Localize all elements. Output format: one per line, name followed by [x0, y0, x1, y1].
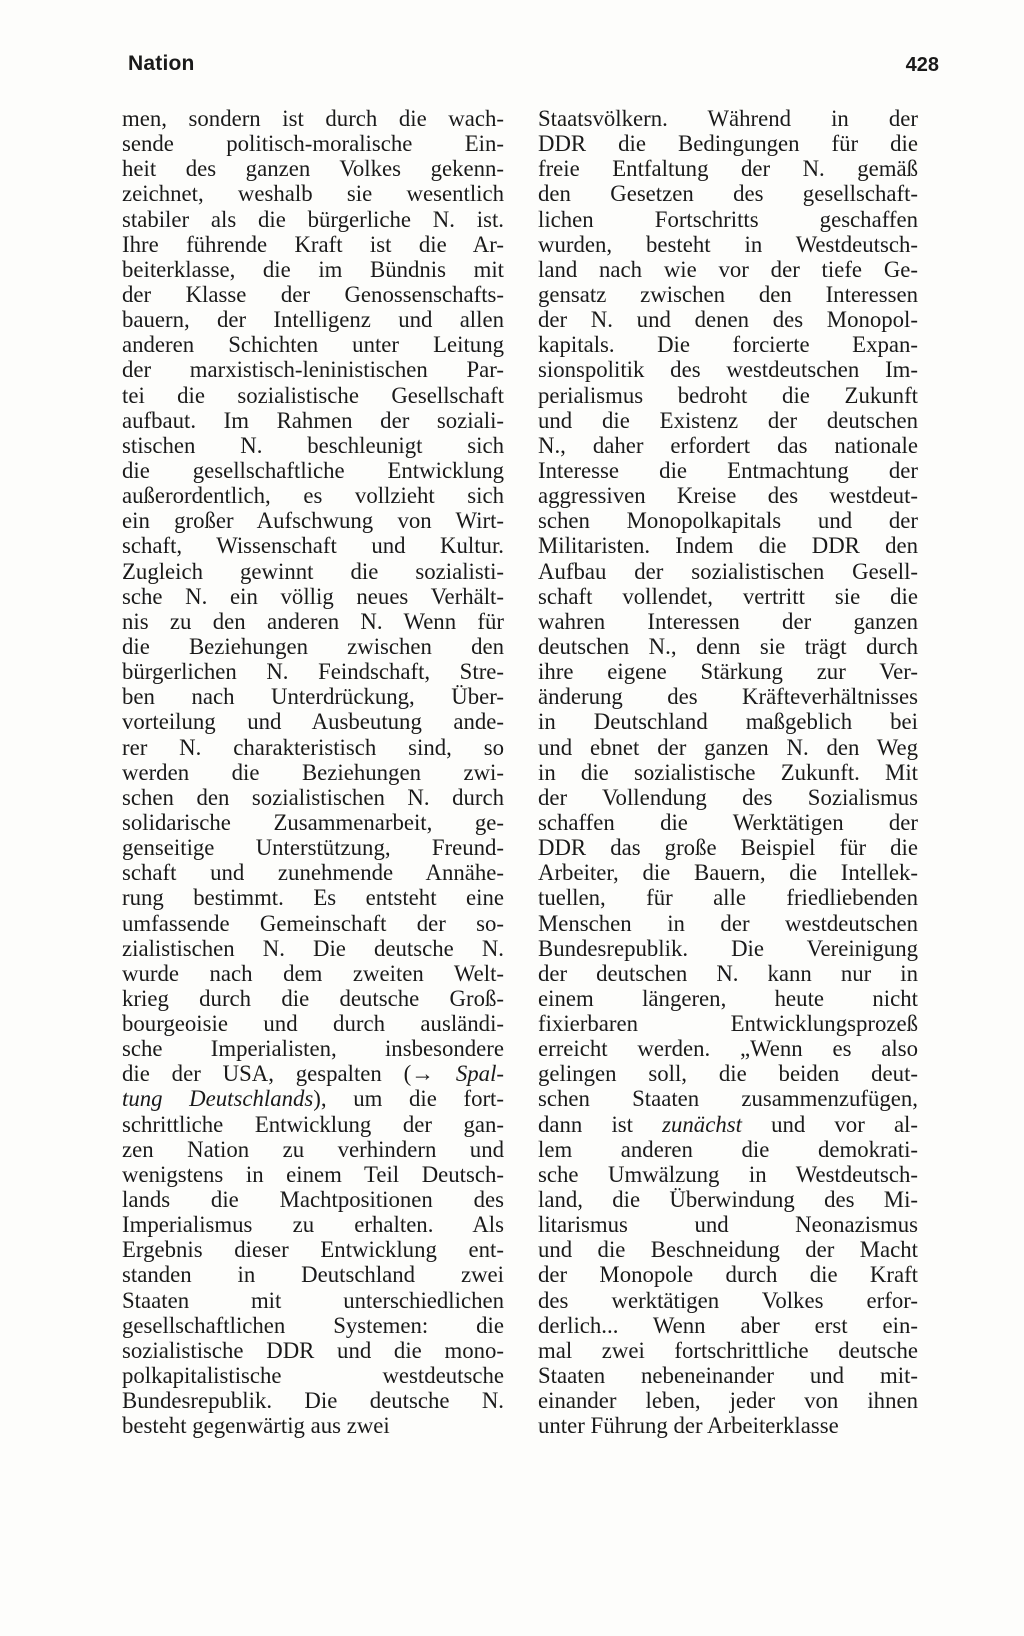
text-line: aggressiven Kreise des westdeut-	[538, 483, 918, 509]
text-line: schen Staaten zusammenzufügen,	[538, 1086, 918, 1112]
text-line: Aufbau der sozialistischen Gesell-	[538, 558, 918, 584]
text-line: N., daher erfordert das nationale	[538, 432, 918, 458]
text-line: sozialistische DDR und die mono-	[122, 1337, 504, 1363]
text-line: der marxistisch-leninistischen Par-	[122, 357, 504, 383]
right-text-column	[538, 106, 918, 1438]
text-line: ihre eigene Stärkung zur Ver-	[538, 659, 918, 685]
text-line: polkapitalistische westdeutsche	[122, 1363, 504, 1389]
text-line: einander leben, jeder von ihnen	[538, 1388, 918, 1414]
text-line: schen Monopolkapitals und der	[538, 508, 918, 534]
text-line: freie Entfaltung der N. gemäß	[538, 156, 918, 182]
text-line: nis zu den anderen N. Wenn für	[122, 608, 504, 634]
text-line: rer N. charakteristisch sind, so	[122, 734, 504, 760]
text-line: ben nach Unterdrückung, Über-	[122, 684, 504, 710]
text-line: dann ist zunächst und vor al-	[538, 1111, 918, 1137]
text-line: sende politisch-moralische Ein-	[122, 131, 504, 157]
text-line: bürgerlichen N. Feindschaft, Stre-	[122, 659, 504, 685]
text-line: tung Deutschlands), um die fort-	[122, 1086, 504, 1112]
text-line: men, sondern ist durch die wach-	[122, 106, 504, 131]
text-line: Interesse die Entmachtung der	[538, 457, 918, 483]
text-line: der Monopole durch die Kraft	[538, 1262, 918, 1288]
text-line: in Deutschland maßgeblich bei	[538, 709, 918, 735]
text-line: wenigstens in einem Teil Deutsch-	[122, 1161, 504, 1187]
text-line: genseitige Unterstützung, Freund-	[122, 835, 504, 861]
text-line: standen in Deutschland zwei	[122, 1262, 504, 1288]
text-line: schrittliche Entwicklung der gan-	[122, 1111, 504, 1137]
text-line: Imperialismus zu erhalten. Als	[122, 1212, 504, 1238]
text-line: bauern, der Intelligenz und allen	[122, 307, 504, 333]
text-line: solidarische Zusammenarbeit, ge-	[122, 809, 504, 835]
text-line: gelingen soll, die beiden deut-	[538, 1061, 918, 1087]
text-line: und die Existenz der deutschen	[538, 407, 918, 433]
text-line: sionspolitik des westdeutschen Im-	[538, 357, 918, 383]
text-line: mal zwei fortschrittliche deutsche	[538, 1337, 918, 1363]
text-line: litarismus und Neonazismus	[538, 1212, 918, 1238]
page-number: 428	[905, 54, 939, 76]
text-line: rung bestimmt. Es entsteht eine	[122, 885, 504, 911]
text-line: wurde nach dem zweiten Welt-	[122, 960, 504, 986]
text-line: unter Führung der Arbeiterklasse	[538, 1413, 839, 1439]
text-line: stischen N. beschleunigt sich	[122, 432, 504, 458]
text-line: erreicht werden. „Wenn es also	[538, 1036, 918, 1062]
text-line: Zugleich gewinnt die sozialisti-	[122, 558, 504, 584]
text-line: und ebnet der ganzen N. den Weg	[538, 734, 918, 760]
text-line: Bundesrepublik. Die Vereinigung	[538, 935, 918, 961]
text-line: sche Umwälzung in Westdeutsch-	[538, 1161, 918, 1187]
text-line: besteht gegenwärtig aus zwei	[122, 1413, 390, 1439]
text-line: derlich... Wenn aber erst ein-	[538, 1312, 918, 1338]
running-head: Nation	[128, 52, 195, 75]
text-line: lands die Machtpositionen des	[122, 1187, 504, 1213]
text-line: außerordentlich, es vollzieht sich	[122, 483, 504, 509]
text-line: heit des ganzen Volkes gekenn-	[122, 156, 504, 182]
text-line: schaffen die Werktätigen der	[538, 809, 918, 835]
text-line: wurden, besteht in Westdeutsch-	[538, 231, 918, 257]
text-line: lem anderen die demokrati-	[538, 1136, 918, 1162]
text-line: gesellschaftlichen Systemen: die	[122, 1312, 504, 1338]
text-line: krieg durch die deutsche Groß-	[122, 985, 504, 1011]
text-line: den Gesetzen des gesellschaft-	[538, 181, 918, 207]
text-line: einem längeren, heute nicht	[538, 985, 918, 1011]
text-line: kapitals. Die forcierte Expan-	[538, 332, 918, 358]
text-line: bourgeoisie und durch ausländi-	[122, 1011, 504, 1037]
text-line: der Vollendung des Sozialismus	[538, 784, 918, 810]
text-line: DDR die Bedingungen für die	[538, 131, 918, 157]
text-line: des werktätigen Volkes erfor-	[538, 1287, 918, 1313]
page-header	[128, 52, 939, 92]
text-line: änderung des Kräfteverhältnisses	[538, 684, 918, 710]
text-line: schaft, Wissenschaft und Kultur.	[122, 533, 504, 559]
text-line: zen Nation zu verhindern und	[122, 1136, 504, 1162]
text-line: tuellen, für alle friedliebenden	[538, 885, 918, 911]
text-line: aufbaut. Im Rahmen der soziali-	[122, 407, 504, 433]
text-line: Staatsvölkern. Während in der	[538, 106, 918, 131]
text-line: beiterklasse, die im Bündnis mit	[122, 256, 504, 282]
text-line: zeichnet, weshalb sie wesentlich	[122, 181, 504, 207]
text-line: tei die sozialistische Gesellschaft	[122, 382, 504, 408]
text-line: die Beziehungen zwischen den	[122, 633, 504, 659]
text-line: der N. und denen des Monopol-	[538, 307, 918, 333]
text-line: Ergebnis dieser Entwicklung ent-	[122, 1237, 504, 1263]
text-line: umfassende Gemeinschaft der so-	[122, 910, 504, 936]
text-line: anderen Schichten unter Leitung	[122, 332, 504, 358]
text-line: schen den sozialistischen N. durch	[122, 784, 504, 810]
text-line: schaft und zunehmende Annähe-	[122, 860, 504, 886]
text-line: deutschen N., denn sie trägt durch	[538, 633, 918, 659]
text-line: lichen Fortschritts geschaffen	[538, 206, 918, 232]
text-line: land, die Überwindung des Mi-	[538, 1187, 918, 1213]
text-line: zialistischen N. Die deutsche N.	[122, 935, 504, 961]
text-line: DDR das große Beispiel für die	[538, 835, 918, 861]
text-line: fixierbaren Entwicklungsprozeß	[538, 1011, 918, 1037]
text-line: perialismus bedroht die Zukunft	[538, 382, 918, 408]
text-line: land nach wie vor der tiefe Ge-	[538, 256, 918, 282]
text-line: wahren Interessen der ganzen	[538, 608, 918, 634]
text-line: schaft vollendet, vertritt sie die	[538, 583, 918, 609]
text-line: der Klasse der Genossenschafts-	[122, 281, 504, 307]
text-line: Militaristen. Indem die DDR den	[538, 533, 918, 559]
text-line: Menschen in der westdeutschen	[538, 910, 918, 936]
text-line: in die sozialistische Zukunft. Mit	[538, 759, 918, 785]
text-line: Staaten mit unterschiedlichen	[122, 1287, 504, 1313]
text-line: Arbeiter, die Bauern, die Intellek-	[538, 860, 918, 886]
text-line: gensatz zwischen den Interessen	[538, 281, 918, 307]
left-text-column	[122, 106, 504, 1438]
text-line: ein großer Aufschwung von Wirt-	[122, 508, 504, 534]
text-line: und die Beschneidung der Macht	[538, 1237, 918, 1263]
text-line: vorteilung und Ausbeutung ande-	[122, 709, 504, 735]
text-line: werden die Beziehungen zwi-	[122, 759, 504, 785]
text-line: die gesellschaftliche Entwicklung	[122, 457, 504, 483]
text-line: Staaten nebeneinander und mit-	[538, 1363, 918, 1389]
text-line: Bundesrepublik. Die deutsche N.	[122, 1388, 504, 1414]
text-line: sche Imperialisten, insbesondere	[122, 1036, 504, 1062]
text-line: stabiler als die bürgerliche N. ist.	[122, 206, 504, 232]
text-line: Ihre führende Kraft ist die Ar-	[122, 231, 504, 257]
text-line: sche N. ein völlig neues Verhält-	[122, 583, 504, 609]
text-line: die der USA, gespalten (→ Spal-	[122, 1061, 504, 1087]
text-line: der deutschen N. kann nur in	[538, 960, 918, 986]
